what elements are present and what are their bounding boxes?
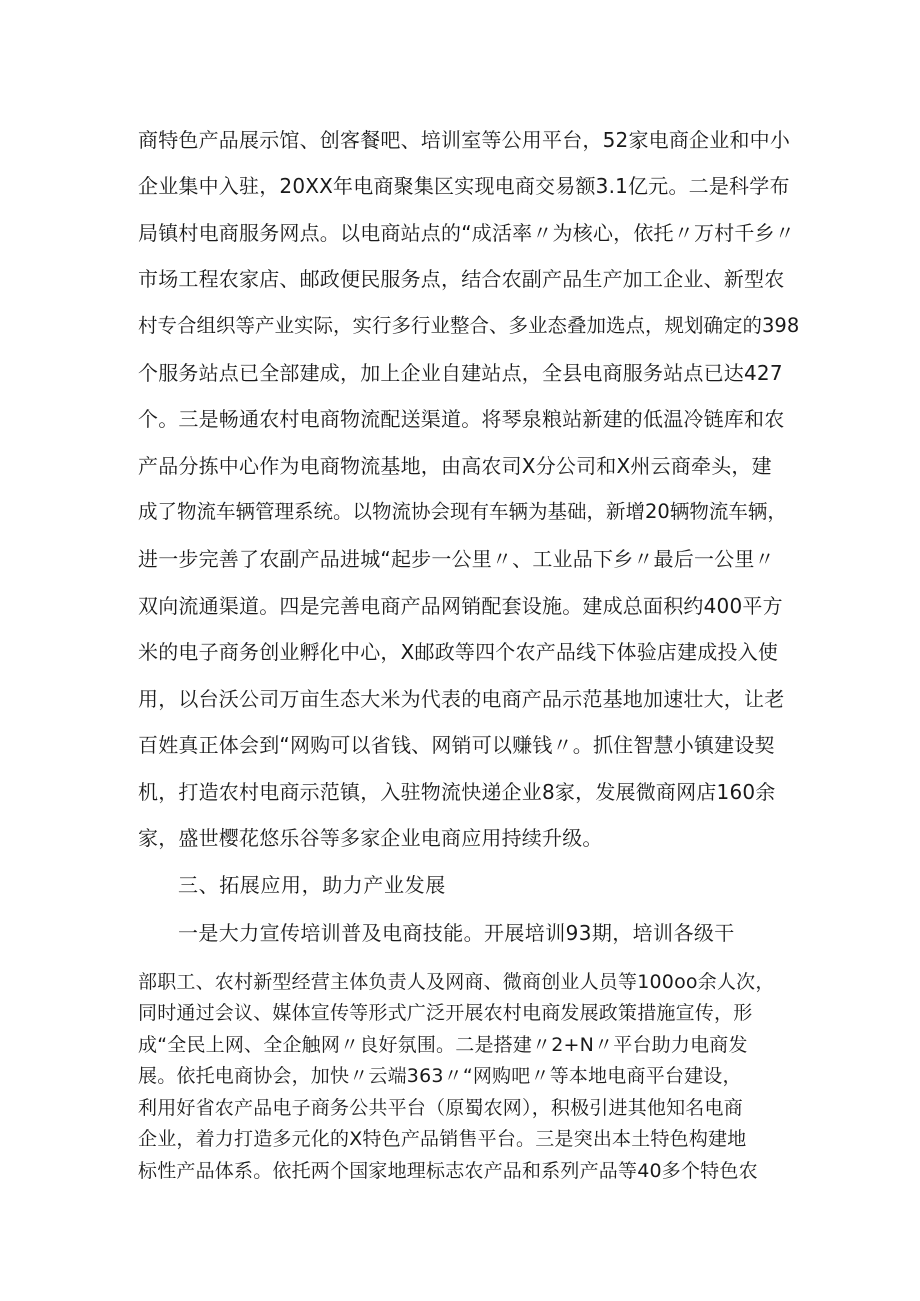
section-heading: 三、拓展应用，助力产业发展 (178, 873, 446, 897)
text-line: 个。三是畅通农村电商物流配送渠道。将琴泉粮站新建的低温冷链库和农 (138, 407, 785, 431)
text-line: 进一步完善了农副产品进城“起步一公里〃、工业品下乡〃最后一公里〃 (138, 547, 775, 571)
text-line: 机，打造农村电商示范镇，入驻物流快递企业8家，发展微商网店160余 (138, 780, 776, 804)
text-line: 成了物流车辆管理系统。以物流协会现有车辆为基础，新增20辆物流车辆， (138, 500, 787, 523)
text-line: 部职工、农村新型经营主体负责人及网商、微商创业人员等100oo余人次， (138, 971, 775, 993)
text-line: 标性产品体系。依托两个国家地理标志农产品和系列产品等40多个特色农 (138, 1160, 758, 1182)
text-line: 同时通过会议、媒体宣传等形式广泛开展农村电商发展政策措施宣传，形 (138, 1002, 753, 1024)
text-line: 企业集中入驻，20XX年电商聚集区实现电商交易额3.1亿元。二是科学布 (138, 174, 790, 198)
text-line: 用，以台沃公司万亩生态大米为代表的电商产品示范基地加速壮大，让老 (138, 687, 785, 711)
text-line: 村专合组织等产业实际，实行多行业整合、多业态叠加选点，规划确定的398 (138, 314, 800, 337)
text-line: 双向流通渠道。四是完善电商产品网销配套设施。建成总面积约400平方 (138, 594, 783, 618)
text-line: 利用好省农产品电子商务公共平台（原蜀农网），积极引进其他知名电商 (138, 1097, 743, 1119)
paragraph-first-line: 一是大力宣传培训普及电商技能。开展培训93期，培训各级干 (178, 921, 735, 945)
text-line: 米的电子商务创业孵化中心，X邮政等四个农产品线下体验店建成投入使 (138, 640, 779, 664)
text-line: 个服务站点已全部建成，加上企业自建站点，全县电商服务站点已达427 (138, 361, 783, 385)
text-line: 局镇村电商服务网点。以电商站点的“成活率〃为核心，依托〃万村千乡〃 (138, 221, 795, 245)
text-line: 商特色产品展示馆、创客餐吧、培训室等公用平台，52家电商企业和中小 (138, 128, 791, 152)
text-line: 企业，着力打造多元化的X特色产品销售平台。三是突出本土特色构建地 (138, 1128, 747, 1150)
text-line: 百姓真正体会到“网购可以省钱、网销可以赚钱〃。抓住智慧小镇建设契 (138, 733, 775, 757)
text-line: 成“全民上网、全企触网〃良好氛围。二是搭建〃2+N〃平台助力电商发 (138, 1034, 748, 1056)
text-line: 市场工程农家店、邮政便民服务点，结合农副产品生产加工企业、新型农 (138, 267, 785, 291)
text-line: 家，盛世樱花悠乐谷等多家企业电商应用持续升级。 (138, 826, 603, 850)
text-line: 产品分拣中心作为电商物流基地，由高农司X分公司和X州云商牵头，建 (138, 454, 772, 478)
text-line: 展。依托电商协会，加快〃云端363〃“网购吧〃等本地电商平台建设， (138, 1065, 742, 1087)
